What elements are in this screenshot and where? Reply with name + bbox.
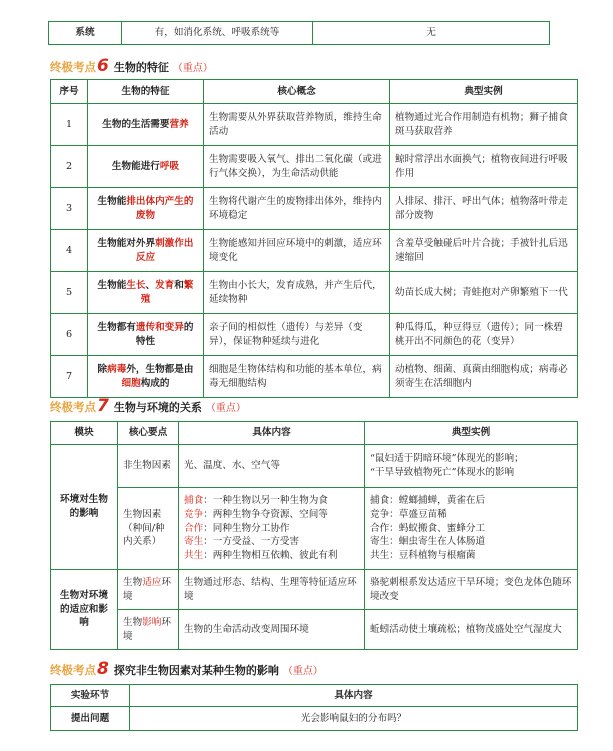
- table-header-row: [51, 422, 578, 445]
- section-prefix: 终极考点: [50, 60, 96, 74]
- feature-keyword: 遗传和变异: [135, 321, 184, 333]
- features-table: [50, 79, 578, 398]
- concept-cell: 亲子间的相似性（遗传）与差异（变异），保证物种延续与进化: [204, 314, 390, 356]
- table-row: [51, 610, 578, 650]
- content-line: [184, 494, 359, 508]
- section-7-heading: [50, 396, 246, 416]
- header-no: 序号: [51, 80, 88, 104]
- row-number: 5: [51, 272, 88, 314]
- feature-text: 、: [145, 279, 156, 291]
- header-concept: 核心概念: [204, 80, 390, 104]
- point-cell: [118, 610, 179, 650]
- example-cell: 蚯蚓活动使土壤疏松；植物茂盛处空气湿度大: [365, 610, 578, 650]
- feature-cell: [88, 146, 204, 188]
- example-line: 捕食：螳螂捕蝉，黄雀在后: [370, 494, 486, 506]
- header-example: 典型实例: [390, 80, 578, 104]
- experiment-table: [50, 684, 578, 731]
- feature-keyword: 生长: [126, 279, 146, 291]
- concept-cell: 生物需要从外界获取营养物质，维持生命活动: [204, 104, 390, 146]
- point-cell: 非生物因素: [118, 445, 179, 488]
- section-title: 探究非生物因素对某种生物的影响: [113, 664, 279, 677]
- table-header-row: [51, 685, 578, 707]
- feature-keyword: 营养: [169, 118, 189, 130]
- content-cell: 光会影响鼠妇的分布吗？: [130, 707, 578, 731]
- feature-keyword: 发育: [155, 279, 175, 291]
- row-number: 1: [51, 104, 88, 146]
- feature-cell: [88, 314, 204, 356]
- header-content: 具体内容: [130, 685, 578, 707]
- feature-text: 生物能对外界: [97, 237, 156, 249]
- concept-cell: 生物由小长大，发育成熟，并产生后代，延续物种: [204, 272, 390, 314]
- section-number: 8: [97, 659, 109, 679]
- feature-text: 生物能进行: [111, 160, 160, 172]
- module-cell: 环境对生物的影响: [51, 445, 118, 570]
- row-number: 3: [51, 188, 88, 230]
- feature-cell: [88, 104, 204, 146]
- feature-cell: [88, 272, 204, 314]
- header-feature: 生物的特征: [88, 80, 204, 104]
- table-row: [51, 445, 578, 488]
- feature-cell: [88, 188, 204, 230]
- example-cell: 动植物、细菌、真菌由细胞构成；病毒必须寄生在活细胞内: [390, 356, 578, 398]
- table-row: [51, 570, 578, 610]
- feature-text: 生物都有: [97, 321, 136, 333]
- feature-keyword: 细胞: [121, 377, 141, 389]
- features-body: [51, 104, 578, 398]
- content-line: [184, 549, 359, 563]
- concept-cell: 生物需要吸入氧气、排出二氧化碳（或进行气体交换），为生命活动供能: [204, 146, 390, 188]
- section-emphasis: （重点）: [172, 63, 213, 74]
- module-cell: 生物对环境的适应和影响: [51, 570, 118, 650]
- header-content: 具体内容: [179, 422, 365, 445]
- system-label: 系统: [49, 22, 122, 45]
- point-keyword: 适应: [142, 576, 162, 588]
- table-header-row: [51, 80, 578, 104]
- relation-term: 共生: [184, 550, 204, 562]
- feature-keyword: 呼吸: [159, 160, 180, 172]
- feature-keyword: 刺激作出反应: [135, 237, 194, 263]
- feature-text: 除: [97, 363, 108, 375]
- content-cell: 生物的生命活动改变周围环境: [179, 610, 365, 650]
- system-plant-cell: 无: [313, 22, 550, 45]
- example-cell: 植物通过光合作用制造有机物；狮子捕食斑马获取营养: [390, 104, 578, 146]
- example-cell: 含羞草受触碰后叶片合拢；手被针扎后迅速缩回: [390, 230, 578, 272]
- header-point: 核心要点: [118, 422, 179, 445]
- top-table: [48, 21, 550, 45]
- point-part: 环境: [123, 576, 171, 602]
- header-module: 模块: [51, 422, 118, 445]
- row-number: 4: [51, 230, 88, 272]
- table-row: [51, 146, 578, 188]
- table-row: [49, 22, 550, 45]
- example-cell: 种瓜得瓜，种豆得豆（遗传）；同一株碧桃开出不同颜色的花（变异）: [390, 314, 578, 356]
- relation-desc: ：两种生物争夺资源、空间等: [203, 508, 328, 520]
- content-cell: 生物通过形态、结构、生理等特征适应环境: [179, 570, 365, 610]
- concept-cell: 细胞是生物体结构和功能的基本单位，病毒无细胞结构: [204, 356, 390, 398]
- content-line: [184, 522, 359, 536]
- row-number: 2: [51, 146, 88, 188]
- example-line: 合作：蚂蚁搬食、蜜蜂分工: [370, 522, 486, 534]
- feature-text: 生物能: [97, 279, 127, 291]
- feature-text: 生物能: [97, 195, 127, 207]
- section-title: 生物与环境的关系: [113, 401, 202, 414]
- content-line: [184, 508, 359, 522]
- section-number: 6: [97, 56, 109, 76]
- feature-keyword: 排出体内产生的废物: [126, 195, 194, 221]
- feature-keyword: 繁殖: [140, 279, 194, 305]
- section-prefix: 终极考点: [50, 663, 96, 677]
- relation-term: 寄生: [184, 536, 204, 548]
- table-row: [51, 272, 578, 314]
- relation-desc: ：一方受益、一方受害: [203, 536, 300, 548]
- table-row: [51, 488, 578, 570]
- content-cell: 光、温度、水、空气等: [179, 445, 365, 488]
- point-part: 环境: [123, 616, 171, 642]
- feature-text: 外，生物都是由: [126, 363, 194, 375]
- relation-desc: ：两种生物相互依赖、彼此有利: [203, 550, 338, 562]
- feature-cell: [88, 356, 204, 398]
- example-cell: 骆驼刺根系发达适应干旱环境；变色龙体色随环境改变: [365, 570, 578, 610]
- point-keyword: 影响: [142, 616, 162, 628]
- system-animal-cell: 有，如消化系统、呼吸系统等: [122, 22, 313, 45]
- point-part: 生物: [123, 616, 143, 628]
- example-line: “干旱导致植物死亡”体现水的影响: [370, 467, 515, 478]
- section-emphasis: （重点）: [282, 666, 323, 677]
- content-line: [184, 535, 359, 549]
- feature-cell: [88, 230, 204, 272]
- section-number: 7: [97, 396, 109, 416]
- relation-term: 合作: [184, 522, 204, 534]
- feature-text: 的特性: [135, 321, 194, 347]
- content-cell: [179, 488, 365, 570]
- example-line: 寄生：蛔虫寄生在人体肠道: [370, 536, 486, 548]
- example-line: “鼠妇适于阴暗环境”体现光的影响；: [370, 453, 524, 465]
- table-row: [51, 314, 578, 356]
- stage-cell: 提出问题: [51, 707, 130, 731]
- feature-keyword: 病毒: [107, 363, 127, 375]
- relation-desc: ：同种生物分工协作: [203, 522, 290, 534]
- feature-text: 构成的: [140, 377, 170, 389]
- section-title: 生物的特征: [113, 61, 169, 74]
- table-row: [51, 104, 578, 146]
- example-cell: 鲸时常浮出水面换气；植物夜间进行呼吸作用: [390, 146, 578, 188]
- section-prefix: 终极考点: [50, 400, 96, 414]
- section-emphasis: （重点）: [205, 403, 246, 414]
- header-example: 典型实例: [365, 422, 578, 445]
- feature-text: 和: [174, 279, 184, 291]
- relation-term: 捕食: [184, 494, 204, 506]
- row-number: 7: [51, 356, 88, 398]
- header-stage: 实验环节: [51, 685, 130, 707]
- table-row: [51, 188, 578, 230]
- relation-term: 竞争: [184, 508, 204, 520]
- section-8-heading: [50, 659, 323, 679]
- table-row: [51, 707, 578, 731]
- point-cell: 生物因素（种间/种内关系）: [118, 488, 179, 570]
- feature-text: 生物的生活需要: [102, 118, 170, 130]
- example-cell: [365, 445, 578, 488]
- concept-cell: 生物将代谢产生的废物排出体外，维持内环境稳定: [204, 188, 390, 230]
- point-cell: [118, 570, 179, 610]
- table-row: [51, 356, 578, 398]
- example-cell: 幼苗长成大树；青蛙抱对产卵繁殖下一代: [390, 272, 578, 314]
- example-cell: [365, 488, 578, 570]
- example-line: 竞争：草盛豆苗稀: [370, 508, 447, 520]
- row-number: 6: [51, 314, 88, 356]
- point-part: 生物: [123, 576, 143, 588]
- concept-cell: 生物能感知并回应环境中的刺激，适应环境变化: [204, 230, 390, 272]
- relation-desc: ：一种生物以另一种生物为食: [203, 494, 328, 506]
- table-row: [51, 230, 578, 272]
- example-cell: 人排尿、排汗、呼出气体；植物落叶带走部分废物: [390, 188, 578, 230]
- section-6-heading: [50, 56, 213, 76]
- environment-table: [50, 421, 578, 650]
- example-line: 共生：豆科植物与根瘤菌: [370, 550, 476, 562]
